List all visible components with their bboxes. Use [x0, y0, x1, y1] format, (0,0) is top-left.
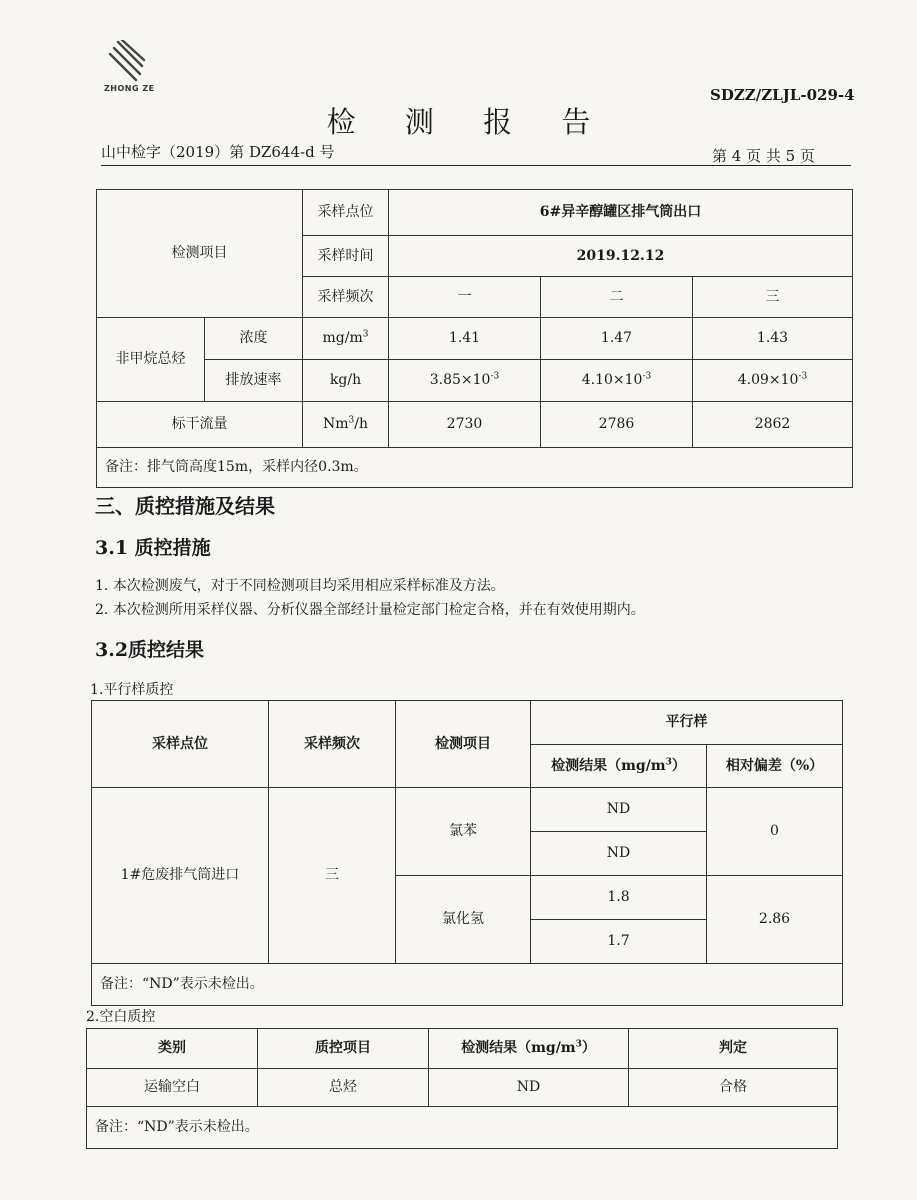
- table-cell: 2786: [541, 402, 693, 448]
- flow-label: 标干流量: [97, 402, 303, 448]
- flow-unit: Nm$^3$/h: [303, 402, 389, 448]
- table-cell: 1.47: [541, 318, 693, 360]
- subsection-heading: 3.2质控结果: [95, 639, 205, 661]
- h-result: 检测结果$(mg/m^3)$: [429, 1029, 629, 1069]
- table-cell: 运输空白: [87, 1069, 258, 1107]
- row-name-concentration: 浓度: [205, 318, 303, 360]
- logo-stripes-icon: [104, 40, 164, 84]
- page-info: 第 4 页 共 5 页: [712, 147, 815, 165]
- dev-hcl: 2.86: [707, 876, 843, 964]
- logo-text: ZHONG ZE: [104, 84, 155, 93]
- h-item: 检测项目: [396, 701, 531, 788]
- table-cell: 1.8: [531, 876, 707, 920]
- paragraph: 2. 本次检测所用采样仪器、分析仪器全部经计量检定部门检定合格，并在有效使用期内。: [95, 602, 645, 618]
- table-note: 备注：“ND”表示未检出。: [92, 964, 843, 1006]
- freq-2: 二: [541, 277, 693, 318]
- item-chlorobenzene: 氯苯: [396, 788, 531, 876]
- time-value: 2019.12.12: [389, 236, 853, 277]
- point-label: 采样点位: [303, 190, 389, 236]
- table-note: 备注：排气筒高度15m，采样内径0.3m。: [97, 448, 853, 488]
- h-parallel: 平行样: [531, 701, 843, 745]
- table-cell: $4.09\times 10^{-3}$: [693, 360, 853, 402]
- table-note: 备注：“ND”表示未检出。: [87, 1107, 838, 1149]
- blank-label: 2.空白质控: [86, 1009, 156, 1025]
- freq-3: 三: [693, 277, 853, 318]
- parallel-label: 1.平行样质控: [90, 682, 174, 698]
- company-logo: [104, 40, 164, 96]
- h-freq: 采样频次: [269, 701, 396, 788]
- h-category: 类别: [87, 1029, 258, 1069]
- header-rule: [101, 165, 851, 166]
- table-cell: 合格: [629, 1069, 838, 1107]
- table-cell: $4.10\times 10^{-3}$: [541, 360, 693, 402]
- table-cell: 2730: [389, 402, 541, 448]
- unit-rate: kg/h: [303, 360, 389, 402]
- table-cell: 1.7: [531, 920, 707, 964]
- table-cell: 总烃: [258, 1069, 429, 1107]
- subsection-heading: 3.1 质控措施: [95, 537, 211, 559]
- point-value: 6#异辛醇罐区排气筒出口: [389, 190, 853, 236]
- freq-label: 采样频次: [303, 277, 389, 318]
- table-cell: ND: [429, 1069, 629, 1107]
- table-cell: ND: [531, 832, 707, 876]
- unit-concentration: $mg/m^3$: [303, 318, 389, 360]
- item-hcl: 氯化氢: [396, 876, 531, 964]
- row-name-rate: 排放速率: [205, 360, 303, 402]
- dev-chlorobenzene: 0: [707, 788, 843, 876]
- group-label: 非甲烷总烃: [97, 318, 205, 402]
- h-qc-item: 质控项目: [258, 1029, 429, 1069]
- sample-freq: 三: [269, 788, 396, 964]
- h-point: 采样点位: [92, 701, 269, 788]
- freq-1: 一: [389, 277, 541, 318]
- table-cell: $3.85\times 10^{-3}$: [389, 360, 541, 402]
- document-code: SDZZ/ZLJL-029-4: [710, 86, 855, 104]
- table-cell: ND: [531, 788, 707, 832]
- emission-results-table: [96, 189, 853, 488]
- report-number: 山中检字（2019）第 DZ644-d 号: [101, 143, 335, 161]
- parallel-qc-table: [91, 700, 843, 1006]
- paragraph: 1. 本次检测废气，对于不同检测项目均采用相应采样标准及方法。: [95, 578, 505, 594]
- time-label: 采样时间: [303, 236, 389, 277]
- h-judge: 判定: [629, 1029, 838, 1069]
- table-cell: 2862: [693, 402, 853, 448]
- h-dev: 相对偏差（%）: [707, 745, 843, 788]
- item-header: 检测项目: [97, 190, 303, 318]
- page-title: 检 测 报 告: [326, 105, 611, 139]
- table-cell: 1.43: [693, 318, 853, 360]
- blank-qc-table: [86, 1028, 838, 1149]
- h-result: 检测结果$(mg/m^3)$: [531, 745, 707, 788]
- table-cell: 1.41: [389, 318, 541, 360]
- sample-point: 1#危废排气筒进口: [92, 788, 269, 964]
- section-heading: 三、质控措施及结果: [95, 494, 275, 518]
